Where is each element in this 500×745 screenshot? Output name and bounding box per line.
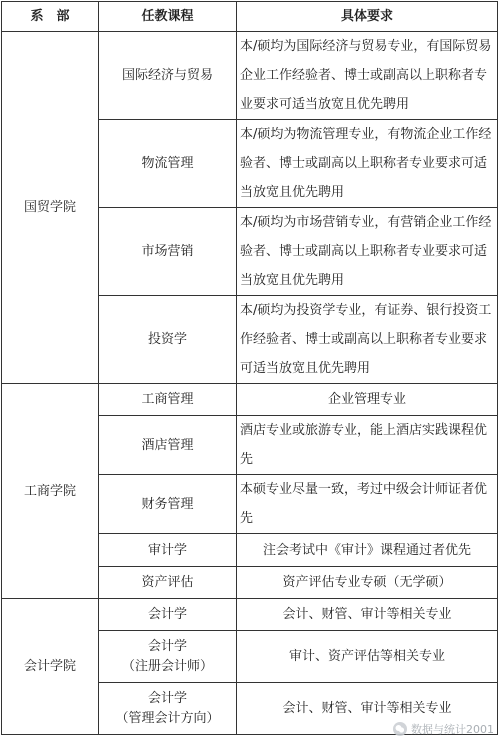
requirement-cell: 本/硕均为国际经济与贸易专业，有国际贸易企业工作经验者、博士或副高以上职称者专业要求可适当放宽且优先聘用 — [237, 32, 498, 120]
course-name: 会计学 — [147, 690, 187, 706]
course-cell: 财务管理 — [99, 475, 237, 534]
course-cell — [99, 631, 237, 683]
table-row — [2, 599, 498, 631]
course-cell: 工商管理 — [99, 384, 237, 416]
course-subtitle: （注册会计师） — [121, 658, 213, 674]
course-cell: 市场营销 — [99, 208, 237, 296]
course-cell: 国际经济与贸易 — [99, 32, 237, 120]
dept-cell: 工商学院 — [2, 384, 99, 599]
header-course: 任教课程 — [99, 2, 237, 32]
requirement-cell: 资产评估专业专硕（无学硕） — [237, 567, 498, 599]
requirement-cell: 会计、财管、审计等相关专业 — [237, 683, 498, 735]
course-cell: 酒店管理 — [99, 416, 237, 475]
requirement-cell: 审计、资产评估等相关专业 — [237, 631, 498, 683]
wechat-icon — [393, 722, 407, 736]
course-cell: 物流管理 — [99, 120, 237, 208]
requirement-cell: 本/硕均为物流管理专业，有物流企业工作经验者、博士或副高以上职称者专业要求可适当放宽且优先聘用 — [237, 120, 498, 208]
dept-cell: 国贸学院 — [2, 32, 99, 384]
requirement-cell: 企业管理专业 — [237, 384, 498, 416]
header-dept: 系 部 — [2, 2, 99, 32]
course-name: 会计学 — [147, 638, 187, 654]
dept-cell: 会计学院 — [2, 599, 99, 735]
table-row — [2, 32, 498, 120]
course-cell: 投资学 — [99, 296, 237, 384]
course-subtitle: （管理会计方向） — [115, 710, 220, 726]
table-row — [2, 384, 498, 416]
course-cell: 资产评估 — [99, 567, 237, 599]
header-requirement: 具体要求 — [237, 2, 498, 32]
requirement-cell: 本硕专业尽量一致，考过中级会计师证者优先 — [237, 475, 498, 534]
watermark-text: 数据与统计2001 — [411, 723, 494, 736]
header-row — [2, 2, 498, 32]
course-cell: 会计学 — [99, 599, 237, 631]
requirement-cell: 本/硕均为投资学专业，有证券、银行投资工作经验者、博士或副高以上职称者专业要求可适当放宽且优先聘用 — [237, 296, 498, 384]
recruitment-table — [1, 1, 498, 735]
course-cell: 审计学 — [99, 534, 237, 567]
requirement-cell: 本/硕均为市场营销专业，有营销企业工作经验者、博士或副高以上职称者专业要求可适当放宽且优先聘用 — [237, 208, 498, 296]
requirement-cell: 注会考试中《审计》课程通过者优先 — [237, 534, 498, 567]
requirement-cell: 酒店专业或旅游专业，能上酒店实践课程优先 — [237, 416, 498, 475]
requirement-cell: 会计、财管、审计等相关专业 — [237, 599, 498, 631]
course-cell — [99, 683, 237, 735]
watermark — [393, 721, 494, 737]
